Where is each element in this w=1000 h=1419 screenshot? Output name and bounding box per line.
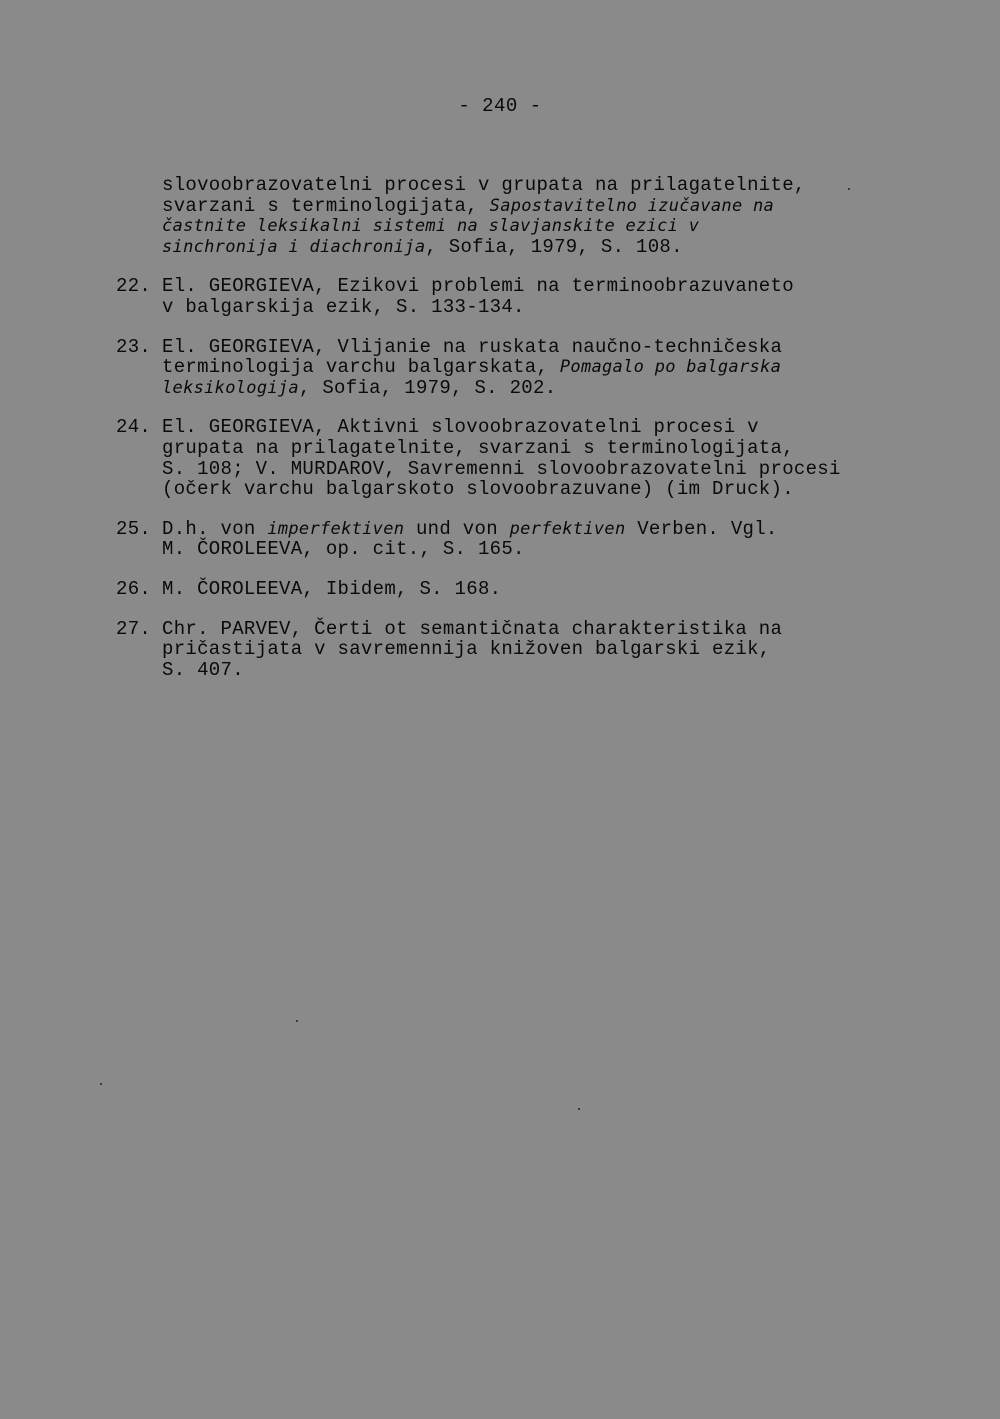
text-segment: M. ČOROLEEVA, op. cit., S. 165. bbox=[162, 538, 525, 561]
text-line bbox=[162, 237, 876, 258]
footnote-number: 27. bbox=[116, 617, 152, 640]
text-segment: El. GEORGIEVA, Ezikovi problemi na terminoobrazuvaneto bbox=[162, 275, 794, 298]
text-line bbox=[162, 459, 876, 480]
italic-title: Sapostavitelno izučavane na bbox=[489, 195, 775, 216]
text-segment: , Sofia, 1979, S. 108. bbox=[425, 235, 683, 258]
text-segment: und von bbox=[404, 517, 510, 540]
text-segment: svarzani s terminologijata, bbox=[162, 194, 490, 217]
italic-title: Pomagalo po balgarska bbox=[559, 357, 782, 378]
text-line bbox=[162, 579, 876, 600]
footnotes bbox=[116, 175, 876, 699]
text-segment: El. GEORGIEVA, Aktivni slovoobrazovatelni procesi v bbox=[162, 416, 759, 439]
footnote-text bbox=[162, 276, 876, 317]
text-line bbox=[162, 539, 876, 560]
text-line bbox=[162, 519, 876, 540]
italic-title: sinchronija i diachronija bbox=[162, 236, 426, 257]
footnote-number: 23. bbox=[116, 335, 152, 358]
footnote-text bbox=[162, 519, 876, 560]
text-line bbox=[162, 196, 876, 217]
text-line bbox=[162, 438, 876, 459]
footnote bbox=[116, 417, 876, 499]
footnote-text bbox=[162, 579, 876, 600]
text-line bbox=[162, 619, 876, 640]
text-segment: M. ČOROLEEVA, Ibidem, S. 168. bbox=[162, 577, 502, 600]
text-line bbox=[162, 417, 876, 438]
text-line bbox=[162, 297, 876, 318]
text-line bbox=[162, 639, 876, 660]
text-segment: El. GEORGIEVA, Vlijanie na ruskata naučno-techničeska bbox=[162, 335, 783, 358]
italic-title: perfektiven bbox=[509, 518, 626, 539]
text-segment: Verben. Vgl. bbox=[625, 517, 778, 540]
footnote-text bbox=[162, 337, 876, 399]
text-segment: S. 407. bbox=[162, 658, 244, 681]
text-line bbox=[162, 276, 876, 297]
text-line bbox=[162, 378, 876, 399]
footnote-number: 22. bbox=[116, 275, 152, 298]
footnote bbox=[116, 337, 876, 399]
text-line bbox=[162, 216, 876, 237]
footnote-continuation bbox=[116, 175, 876, 257]
text-segment: slovoobrazovatelni procesi v grupata na prilagatelnite, bbox=[162, 174, 806, 196]
italic-title: častnite leksikalni sistemi na slavjanskite ezici v bbox=[162, 216, 700, 237]
text-line bbox=[162, 479, 876, 500]
footnote-number: 25. bbox=[116, 517, 152, 540]
text-line bbox=[162, 357, 876, 378]
text-segment: pričastijata v savremennija knižoven balgarski ezik, bbox=[162, 638, 771, 661]
text-line bbox=[162, 337, 876, 358]
text-line bbox=[162, 175, 876, 196]
footnote-text bbox=[162, 619, 876, 681]
footnote-number: 24. bbox=[116, 416, 152, 439]
text-segment: terminologija varchu balgarskata, bbox=[162, 356, 560, 379]
text-segment: D.h. von bbox=[162, 517, 268, 540]
text-segment: S. 108; V. MURDAROV, Savremenni slovoobrazovatelni procesi bbox=[162, 457, 841, 480]
page-number: - 240 - bbox=[458, 95, 542, 117]
text-segment: v balgarskija ezik, S. 133-134. bbox=[162, 295, 525, 318]
italic-title: imperfektiven bbox=[267, 518, 405, 539]
footnote bbox=[116, 519, 876, 560]
footnote-text bbox=[162, 417, 876, 499]
italic-title: leksikologija bbox=[162, 377, 299, 398]
footnote bbox=[116, 579, 876, 600]
text-line bbox=[162, 660, 876, 681]
footnote bbox=[116, 276, 876, 317]
footnote bbox=[116, 619, 876, 681]
text-segment: , Sofia, 1979, S. 202. bbox=[298, 376, 557, 399]
text-segment: grupata na prilagatelnite, svarzani s terminologijata, bbox=[162, 436, 794, 459]
footnote-number: 26. bbox=[116, 577, 152, 600]
footnote-list bbox=[116, 276, 876, 680]
text-segment: (očerk varchu balgarskoto slovoobrazuvane) (im Druck). bbox=[162, 478, 794, 501]
text-segment: Chr. PARVEV, Čerti ot semantičnata charakteristika na bbox=[162, 617, 783, 640]
